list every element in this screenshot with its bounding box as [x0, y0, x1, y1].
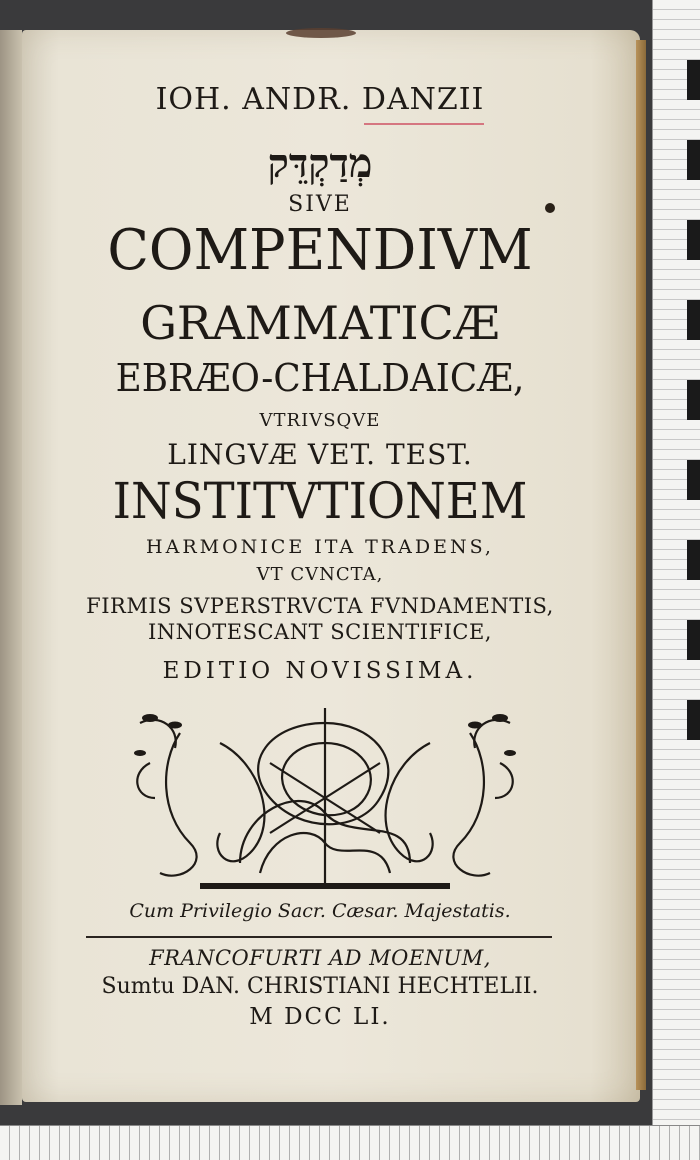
ruler-band [687, 220, 700, 260]
ruler-band [687, 60, 700, 100]
place-line: FRANCOFURTI AD MOENUM, [149, 946, 491, 970]
ut-cuncta-line: VT CVNCTA, [256, 564, 384, 585]
linguae-line: LINGVÆ VET. TEST. [167, 438, 473, 471]
institutionem-line: INSTITVTIONEM [112, 472, 528, 530]
ruler-band [687, 620, 700, 660]
left-page-edge [0, 30, 22, 1105]
ruler-band [687, 380, 700, 420]
ruler-band [687, 700, 700, 740]
red-underline-mark [364, 123, 484, 125]
horizontal-scale-ruler [0, 1125, 700, 1160]
editio-line: EDITIO NOVISSIMA. [162, 658, 478, 684]
firmis-line: FIRMIS SVPERSTRVCTA FVNDAMENTIS, [86, 594, 554, 618]
ebraeo-chaldaicae-line: EBRÆO-CHALDAICÆ, [115, 356, 525, 400]
ruler-band [687, 140, 700, 180]
ruler-band [687, 460, 700, 500]
year-line: M DCC LI. [249, 1004, 391, 1030]
paper-stain [286, 28, 356, 38]
privilege-line: Cum Privilegio Sacr. Cæsar. Majestatis. [129, 900, 511, 922]
author-line: IOH. ANDR. DANZII [155, 82, 485, 117]
hebrew-title: מְדַקְדֵּק [267, 140, 373, 187]
publisher-line: Sumtu DAN. CHRISTIANI HECHTELII. [101, 974, 539, 999]
ruler-band [687, 300, 700, 340]
innotescant-line: INNOTESCANT SCIENTIFICE, [148, 620, 492, 644]
utriusque-line: VTRIVSQVE [259, 410, 381, 431]
printers-ornament-monogram-icon [120, 703, 530, 895]
sive-line: SIVE [288, 192, 352, 217]
ruler-band [687, 540, 700, 580]
vertical-scale-ruler [652, 0, 700, 1125]
grammaticae-line: GRAMMATICÆ [140, 296, 500, 350]
horizontal-rule [86, 936, 552, 938]
page-fore-edge [636, 40, 646, 1090]
compendium-line: COMPENDIVM [107, 218, 533, 283]
harmonice-line: HARMONICE ITA TRADENS, [146, 536, 494, 558]
